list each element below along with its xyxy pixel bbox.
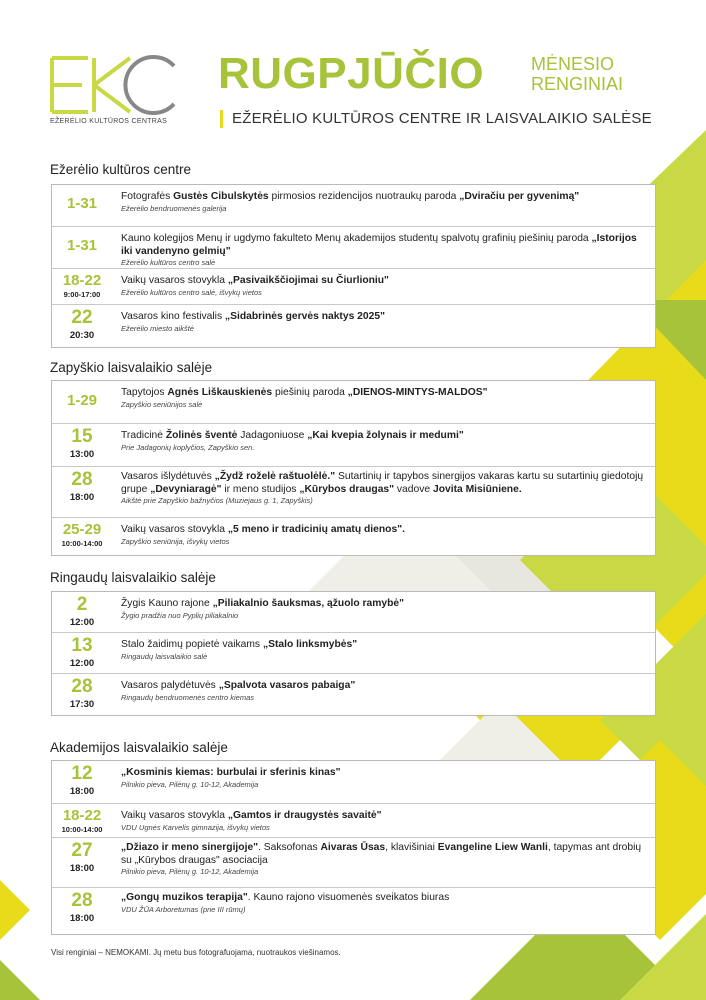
event-date: 1-29 (66, 392, 98, 409)
event-text-part: vadove (394, 483, 433, 495)
event-text (121, 233, 646, 258)
event-description (121, 680, 646, 703)
event-date: 2 (76, 594, 88, 615)
event-text-bold: „Kai kvepia žolynais ir medumi" (307, 430, 464, 441)
event-location: Ežerėlio bendruomenės galerija (121, 203, 227, 213)
event-description (121, 471, 646, 506)
event-date: 25-29 (62, 521, 102, 538)
event-text-bold: „Džiazo ir meno sinergijoje" (121, 842, 259, 853)
event-text (121, 892, 646, 905)
event-time: 12:00 (69, 617, 95, 628)
event-date-cell (52, 674, 112, 715)
event-description (121, 842, 646, 877)
event-text (121, 311, 646, 324)
footnote: Visi renginiai – NEMOKAMI. Jų metu bus fotografuojama, nuotraukos viešinamos. (51, 948, 341, 957)
event-description (121, 767, 646, 790)
event-text-bold: „Stalo linksmybės" (262, 639, 358, 650)
event-location: Ežerėlio miesto aikštė (121, 323, 194, 333)
event-text-bold: Aivaras Ūsas (320, 842, 386, 853)
event-text-part: Sutartinių ir tapybos sinergijos vakaras kartu su sutartinių giedotojų grupe (121, 471, 644, 495)
section-box (51, 184, 656, 348)
event-location: Ringaudų laisvalaikio salė (121, 651, 208, 661)
event-date-cell (52, 269, 112, 304)
event-description (121, 524, 646, 547)
event-text-part: Vaikų vasaros stovykla (121, 275, 228, 286)
event-description (121, 892, 646, 915)
event-text (121, 191, 646, 204)
section-box (51, 591, 656, 716)
event-date-cell (52, 227, 112, 268)
event-text (121, 639, 646, 652)
event-time: 18:00 (69, 786, 95, 797)
event-row (52, 518, 655, 555)
event-text-bold: Jovita Misiūniene. (432, 483, 522, 495)
event-text-part: Vasaros palydėtuvės (121, 680, 219, 691)
event-text-part: . Kauno rajono visuomenės sveikatos biuras (247, 892, 450, 903)
event-date-cell (52, 185, 112, 226)
event-date-cell (52, 592, 112, 632)
event-description (121, 430, 646, 453)
event-text (121, 275, 646, 288)
event-text-part: . Saksofonas (258, 842, 321, 853)
event-row (52, 381, 655, 424)
event-text-bold: „DIENOS-MINTYS-MALDOS" (347, 387, 488, 398)
section-box (51, 380, 656, 556)
event-date-cell (52, 888, 112, 934)
section-title: Akademijos laisvalaikio salėje (50, 740, 228, 755)
event-date: 13 (71, 635, 93, 656)
event-text (121, 387, 646, 400)
event-time: 18:00 (69, 863, 95, 874)
event-text-part: Stalo žaidimų popietė vaikams (121, 639, 263, 650)
event-text-part: Jadagoniuose (237, 430, 308, 441)
event-date: 28 (71, 890, 93, 911)
event-text-bold: „Gamtos ir draugystės savaitė" (227, 810, 382, 821)
event-text-part: Tradicinė (121, 430, 166, 441)
event-row (52, 888, 655, 934)
event-text (121, 471, 646, 496)
logo-caption: EŽERĖLIO KULTŪROS CENTRAS (50, 118, 168, 125)
event-date-cell (52, 633, 112, 673)
title-side-line1: MĖNESIO (531, 54, 615, 74)
event-time: 9:00-17:00 (63, 290, 101, 299)
event-text-bold: „Žydž roželė raštuolėlė." (214, 471, 336, 482)
event-row (52, 305, 655, 347)
event-text-part: piešinių paroda (272, 387, 348, 398)
event-date: 1-31 (66, 195, 98, 212)
event-location: VDU ŽŪA Arboretumas (prie III rūmų) (121, 904, 246, 914)
event-location: Ringaudų bendruomenės centro kiemas (121, 692, 254, 702)
event-description (121, 191, 646, 214)
event-location: Zapyškio seniūnijos salė (121, 399, 203, 409)
event-description (121, 810, 646, 833)
event-text-part: Vaikų vasaros stovykla (121, 810, 228, 821)
event-time: 18:00 (69, 913, 95, 924)
event-time: 12:00 (69, 658, 95, 669)
event-row (52, 467, 655, 518)
event-date: 15 (71, 426, 93, 447)
event-row (52, 633, 655, 674)
event-text-bold: „Devyniaragė" (150, 483, 222, 495)
event-location: Zapyškio seniūnija, išvykų vietos (121, 536, 230, 546)
title-side-line2: RENGINIAI (531, 74, 624, 94)
event-text-bold: „Gongų muzikos terapija" (121, 892, 248, 903)
event-row (52, 592, 655, 633)
event-time: 10:00-14:00 (61, 539, 103, 548)
event-text-part: Vasaros išlydėtuvės (121, 471, 215, 482)
event-date: 18-22 (62, 807, 102, 824)
event-text (121, 680, 646, 693)
event-date: 12 (71, 763, 93, 784)
event-time: 13:00 (69, 449, 95, 460)
event-text (121, 430, 646, 443)
event-text-part: Tapytojos (121, 387, 168, 398)
event-text-part: ir meno studijos (221, 483, 300, 495)
event-location: Prie Jadagonių koplyčios, Zapyškio sen. (121, 442, 255, 452)
event-row (52, 227, 655, 269)
event-date-cell (52, 761, 112, 803)
event-description (121, 387, 646, 410)
event-time: 18:00 (69, 492, 95, 503)
event-date: 18-22 (62, 272, 102, 289)
event-time: 17:30 (69, 699, 95, 710)
event-date: 27 (71, 840, 93, 861)
event-text-bold: „Kosminis kiemas: burbulai ir sferinis kinas" (121, 767, 341, 778)
section-box (51, 760, 656, 935)
event-location: Aikštė prie Zapyškio bažnyčios (Muziejaus g. 1, Zapyškis) (121, 496, 313, 505)
event-text-part: , tapymas ant drobių su „Kūrybos draugas" asociacija (121, 842, 642, 866)
event-date: 28 (71, 676, 93, 697)
event-time: 20:30 (69, 330, 95, 341)
event-text-bold: Agnės Liškauskienės (167, 387, 273, 398)
event-description (121, 598, 646, 621)
event-location: VDU Ugnės Karvelis gimnazija, išvykų vietos (121, 822, 270, 832)
event-text-bold: „Kūrybos draugas" (299, 483, 395, 495)
event-text-part: pirmosios rezidencijos nuotraukų paroda (268, 191, 460, 202)
event-row (52, 674, 655, 715)
event-text-bold: „5 meno ir tradicinių amatų dienos". (227, 524, 405, 535)
section-title: Ežerėlio kultūros centre (50, 162, 192, 177)
event-text-bold: „Sidabrinės gervės naktys 2025" (224, 311, 385, 322)
event-date-cell (52, 381, 112, 423)
event-description (121, 311, 646, 334)
event-text-bold: „Pasivaikščiojimai su Čiurlioniu" (227, 275, 389, 286)
event-text (121, 842, 646, 867)
event-text-bold: Žolinės šventė (165, 430, 238, 441)
event-text-part: Kauno kolegijos Menų ir ugdymo fakulteto Menų akademijos studentų spalvotų grafinių piešinių paroda (121, 233, 592, 244)
page-title: RUGPJŪČIO (218, 49, 485, 98)
event-text (121, 767, 646, 780)
event-date: 22 (71, 307, 93, 328)
event-location: Pilnikio pieva, Pilėnų g. 10-12, Akademija (121, 779, 259, 789)
event-text-bold: Evangeline Liew Wanli (437, 842, 548, 853)
section-title: Zapyškio laisvalaikio salėje (50, 360, 213, 375)
event-date-cell (52, 838, 112, 887)
section-title: Ringaudų laisvalaikio salėje (50, 570, 216, 585)
event-location: Ežerėlio kultūros centro salė, išvykų vietos (121, 287, 262, 297)
event-date-cell (52, 305, 112, 347)
event-description (121, 275, 646, 298)
event-text (121, 524, 646, 537)
page-subtitle: EŽERĖLIO KULTŪROS CENTRE IR LAISVALAIKIO SALĖSE (232, 110, 652, 127)
event-text-part: , klavišiniai (385, 842, 438, 853)
event-location: Žygio pradžia nuo Pyplių piliakalnio (121, 610, 239, 620)
event-location: Ežerėlio kultūros centro salė (121, 258, 216, 267)
event-text-part: Fotografės (121, 191, 174, 202)
event-row (52, 804, 655, 838)
event-text-bold: „Istorijos iki vandenyno gelmių" (121, 233, 637, 257)
event-text-bold: Gustės Cibulskytės (173, 191, 269, 202)
event-text-bold: „Dviračiu per gyvenimą" (459, 191, 580, 202)
event-row (52, 269, 655, 305)
event-description (121, 233, 646, 268)
event-row (52, 424, 655, 467)
event-location: Pilnikio pieva, Pilėnų g. 10-12, Akademija (121, 867, 259, 876)
event-description (121, 639, 646, 662)
event-row (52, 761, 655, 804)
event-text (121, 598, 646, 611)
event-text-part: Žygis Kauno rajone (121, 598, 213, 609)
event-text-part: Vasaros kino festivalis (121, 311, 225, 322)
event-text-bold: „Spalvota vasaros pabaiga" (218, 680, 356, 691)
event-date-cell (52, 804, 112, 837)
event-text-part: Vaikų vasaros stovykla (121, 524, 228, 535)
event-row (52, 185, 655, 227)
event-time: 10:00-14:00 (61, 825, 103, 834)
event-row (52, 838, 655, 888)
event-date-cell (52, 424, 112, 466)
event-text (121, 810, 646, 823)
event-date: 28 (71, 469, 93, 490)
event-date-cell (52, 467, 112, 517)
event-date: 1-31 (66, 237, 98, 254)
event-date-cell (52, 518, 112, 555)
event-text-bold: „Piliakalnio šauksmas, ąžuolo ramybė" (212, 598, 405, 609)
